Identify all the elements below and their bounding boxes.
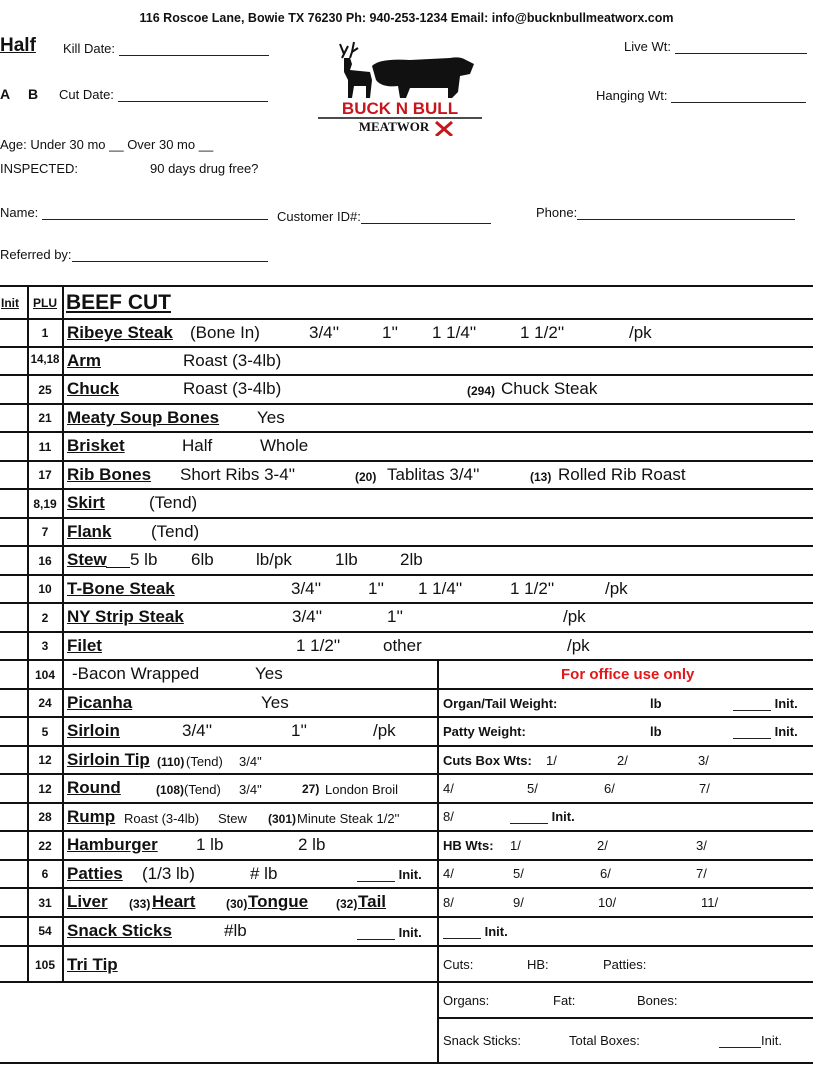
office-use-title: For office use only: [561, 666, 695, 683]
heart-plu: (33): [129, 897, 151, 911]
plu-patties: 6: [41, 867, 49, 881]
organ-tail-lb: lb: [650, 696, 662, 711]
ribeye-per-pack[interactable]: /pk: [629, 323, 652, 342]
snack-sticks-count-field[interactable]: Snack Sticks:: [443, 1033, 522, 1048]
t-bone-1-1-4[interactable]: 1 1/4'': [418, 579, 463, 598]
patties-lb[interactable]: # lb: [250, 864, 278, 883]
sirloin-1[interactable]: 1'': [291, 721, 307, 740]
plu-bacon-wrapped: 104: [34, 668, 56, 682]
plu-t-bone: 10: [38, 582, 52, 596]
patty-init[interactable]: Init.: [733, 724, 798, 739]
plu-ribeye: 1: [41, 326, 49, 340]
hb-wt-9[interactable]: 9/: [513, 895, 524, 910]
cuts-box-4[interactable]: 4/: [443, 781, 454, 796]
sirloin-tip-plu: (110): [157, 755, 185, 769]
hb-wts-label: HB Wts:: [443, 838, 494, 853]
round-plu: (108): [156, 783, 185, 797]
patty-weight-label: Patty Weight:: [443, 724, 526, 739]
stew-5lb[interactable]: 5 lb: [130, 550, 158, 569]
london-broil[interactable]: London Broil: [325, 782, 398, 797]
cut-name-stew: Stew: [67, 550, 107, 569]
tail-plu: (32): [336, 897, 358, 911]
live-wt-field[interactable]: Live Wt:: [624, 39, 807, 54]
hb-wt-3[interactable]: 3/: [696, 838, 707, 853]
plu-tri-tip: 105: [34, 958, 56, 972]
rump-roast[interactable]: Roast (3-4lb): [124, 811, 200, 826]
logo-text-line2: MEATWOR: [358, 119, 430, 134]
plu-snack-sticks: 54: [38, 924, 52, 938]
cut-name-liver: Liver: [67, 892, 108, 911]
inspected-label: INSPECTED:: [0, 161, 79, 176]
t-bone-3-4[interactable]: 3/4'': [291, 579, 322, 598]
cuts-box-3[interactable]: 3/: [698, 753, 709, 768]
fat-field[interactable]: Fat:: [553, 993, 576, 1008]
round-tend[interactable]: (Tend): [184, 782, 221, 797]
stew-2lb[interactable]: 2lb: [400, 550, 423, 569]
plu-picanha: 24: [38, 696, 52, 710]
filet-1-1-2[interactable]: 1 1/2'': [296, 636, 341, 655]
rolled-rib-plu: (13): [530, 470, 552, 484]
stew-lb-pk[interactable]: lb/pk: [256, 550, 292, 569]
cut-name-ny-strip: NY Strip Steak: [67, 607, 184, 626]
total-boxes-field[interactable]: Total Boxes:: [569, 1033, 640, 1048]
plu-filet: 3: [41, 639, 49, 653]
rump-stew[interactable]: Stew: [218, 811, 247, 826]
ribeye-opt-1-1-4[interactable]: 1 1/4'': [432, 323, 477, 342]
stew-1lb[interactable]: 1lb: [335, 550, 358, 569]
ribeye-opt-3-4[interactable]: 3/4'': [309, 323, 340, 342]
cut-name-arm: Arm: [67, 351, 102, 370]
hb-wt-2[interactable]: 2/: [597, 838, 608, 853]
cut-name-chuck: Chuck: [67, 379, 119, 398]
side-a-label: A: [0, 86, 11, 102]
hanging-wt-field[interactable]: Hanging Wt:: [596, 88, 806, 103]
ribeye-opt-1[interactable]: 1'': [382, 323, 398, 342]
plu-stew: 16: [38, 554, 52, 568]
cut-name-rib-bones: Rib Bones: [67, 465, 152, 484]
bones-field[interactable]: Bones:: [637, 993, 678, 1008]
age-field[interactable]: Age: Under 30 mo __ Over 30 mo __: [0, 137, 214, 152]
london-broil-plu: 27): [302, 782, 320, 796]
plu-sirloin-tip: 12: [38, 753, 52, 767]
t-bone-1-1-2[interactable]: 1 1/2'': [510, 579, 555, 598]
name-field[interactable]: Name:: [0, 205, 268, 220]
cut-name-sirloin: Sirloin: [67, 721, 120, 740]
cuts-count-field[interactable]: Cuts:: [443, 957, 474, 972]
customer-id-field[interactable]: Customer ID#:: [277, 209, 491, 224]
skirt-tend[interactable]: (Tend): [149, 493, 198, 512]
snack-sticks-lb[interactable]: #lb: [224, 921, 247, 940]
ribeye-bone-in[interactable]: (Bone In): [190, 323, 260, 342]
tablitas-plu: (20): [355, 470, 377, 484]
cut-name-skirt: Skirt: [67, 493, 105, 512]
hb-wt-7[interactable]: 7/: [696, 866, 707, 881]
tongue-plu: (30): [226, 897, 248, 911]
plu-rib-bones: 17: [38, 468, 52, 482]
side-b-label: B: [28, 86, 39, 102]
ny-strip-1[interactable]: 1'': [387, 607, 403, 626]
plu-rump: 28: [38, 810, 52, 824]
hb-wt-4[interactable]: 4/: [443, 866, 454, 881]
cuts-box-6[interactable]: 6/: [604, 781, 615, 796]
phone-field[interactable]: Phone:: [536, 205, 795, 220]
organ-tail-weight-label: Organ/Tail Weight:: [443, 696, 558, 711]
plu-ny-strip: 2: [41, 611, 49, 625]
patty-lb: lb: [650, 724, 662, 739]
patties-init[interactable]: Init.: [357, 867, 422, 882]
minute-steak[interactable]: Minute Steak 1/2'': [297, 811, 400, 826]
cut-name-flank: Flank: [67, 522, 112, 541]
cuts-box-wts-label: Cuts Box Wts:: [443, 753, 532, 768]
cut-name-ribeye: Ribeye Steak: [67, 323, 173, 342]
plu-chuck: 25: [38, 383, 52, 397]
patties-1-3-lb[interactable]: (1/3 lb): [142, 864, 195, 883]
plu-round: 12: [38, 782, 52, 796]
cuts-box-init[interactable]: Init.: [510, 809, 575, 824]
flank-tend[interactable]: (Tend): [151, 522, 200, 541]
sirloin-3-4[interactable]: 3/4'': [182, 721, 213, 740]
hb-wt-6[interactable]: 6/: [600, 866, 611, 881]
cut-name-heart: Heart: [152, 892, 196, 911]
cuts-box-1[interactable]: 1/: [546, 753, 557, 768]
col-init-header: Init: [1, 296, 19, 310]
referred-by-field[interactable]: Referred by:: [0, 247, 268, 262]
hb-wt-5[interactable]: 5/: [513, 866, 524, 881]
half-label: Half: [0, 35, 36, 56]
hamburger-1lb[interactable]: 1 lb: [196, 835, 224, 854]
cut-name-brisket: Brisket: [67, 436, 125, 455]
ribeye-opt-1-1-2[interactable]: 1 1/2'': [520, 323, 565, 342]
hb-wt-8[interactable]: 8/: [443, 895, 454, 910]
plu-arm: 14,18: [30, 354, 60, 366]
round-3-4[interactable]: 3/4": [239, 782, 262, 797]
arm-roast[interactable]: Roast (3-4lb): [183, 351, 282, 370]
drug-free-label: 90 days drug free?: [150, 161, 259, 176]
total-boxes-init[interactable]: Init.: [719, 1033, 782, 1048]
chuck-steak-plu: (294): [467, 384, 496, 398]
plu-brisket: 11: [38, 440, 52, 454]
sirloin-tip-tend[interactable]: (Tend): [186, 754, 223, 769]
hb-wt-11[interactable]: 11/: [701, 895, 719, 910]
kill-date-field[interactable]: Kill Date:: [63, 41, 269, 56]
cuts-box-8[interactable]: 8/: [443, 809, 454, 824]
sirloin-tip-3-4[interactable]: 3/4": [239, 754, 262, 769]
cut-name-rump: Rump: [67, 807, 116, 826]
organ-tail-init[interactable]: Init.: [733, 696, 798, 711]
soup-bones-yes[interactable]: Yes: [257, 408, 285, 427]
brisket-half[interactable]: Half: [182, 436, 213, 455]
cuts-box-5[interactable]: 5/: [527, 781, 538, 796]
cut-name-snack-sticks: Snack Sticks: [67, 921, 172, 940]
minute-steak-plu: (301): [268, 812, 297, 826]
cut-name-hamburger: Hamburger: [67, 835, 158, 854]
deer-bull-logo-icon: [310, 36, 490, 136]
hb-wt-10[interactable]: 10/: [598, 895, 617, 910]
ny-strip-per-pack[interactable]: /pk: [563, 607, 586, 626]
hb-wts-init[interactable]: Init.: [443, 924, 508, 939]
cut-name-tongue: Tongue: [248, 892, 309, 911]
t-bone-1[interactable]: 1'': [368, 579, 384, 598]
filet-other[interactable]: other: [383, 636, 422, 655]
cut-name-picanha: Picanha: [67, 693, 133, 712]
buck-n-bull-logo: [310, 36, 490, 136]
chuck-roast[interactable]: Roast (3-4lb): [183, 379, 282, 398]
t-bone-per-pack[interactable]: /pk: [605, 579, 628, 598]
cut-name-tail: Tail: [358, 892, 387, 911]
logo-text-line1: BUCK N BULL: [341, 99, 459, 118]
plu-soup-bones: 21: [38, 411, 52, 425]
patties-count-field[interactable]: Patties:: [603, 957, 647, 972]
chuck-steak[interactable]: Chuck Steak: [501, 379, 598, 398]
hb-count-field[interactable]: HB:: [527, 957, 549, 972]
plu-hamburger: 22: [38, 839, 52, 853]
tablitas[interactable]: Tablitas 3/4'': [387, 465, 480, 484]
short-ribs[interactable]: Short Ribs 3-4'': [180, 465, 296, 484]
cut-name-t-bone: T-Bone Steak: [67, 579, 175, 598]
sirloin-per-pack[interactable]: /pk: [373, 721, 396, 740]
cut-date-field[interactable]: Cut Date:: [59, 87, 268, 102]
beef-cut-title: BEEF CUT: [66, 291, 171, 314]
cut-name-tri-tip: Tri Tip: [67, 955, 118, 974]
cut-name-filet: Filet: [67, 636, 102, 655]
cut-name-patties: Patties: [67, 864, 123, 883]
cut-name-sirloin-tip: Sirloin Tip: [67, 750, 150, 769]
plu-flank: 7: [41, 525, 49, 539]
plu-liver: 31: [38, 896, 52, 910]
brisket-whole[interactable]: Whole: [260, 436, 309, 455]
picanha-yes[interactable]: Yes: [261, 693, 289, 712]
ny-strip-3-4[interactable]: 3/4'': [292, 607, 323, 626]
filet-per-pack[interactable]: /pk: [567, 636, 590, 655]
hamburger-2lb[interactable]: 2 lb: [298, 835, 326, 854]
plu-skirt: 8,19: [33, 497, 57, 511]
cut-name-round: Round: [67, 778, 121, 797]
organs-field[interactable]: Organs:: [443, 993, 490, 1008]
cut-name-soup-bones: Meaty Soup Bones: [67, 408, 220, 427]
cuts-box-2[interactable]: 2/: [617, 753, 628, 768]
cut-name-bacon-wrapped: -Bacon Wrapped: [72, 664, 200, 683]
cuts-box-7[interactable]: 7/: [699, 781, 710, 796]
bacon-wrapped-yes[interactable]: Yes: [255, 664, 283, 683]
col-plu-header: PLU: [33, 296, 57, 310]
plu-sirloin: 5: [41, 725, 49, 739]
hb-wt-1[interactable]: 1/: [510, 838, 521, 853]
rolled-rib-roast[interactable]: Rolled Rib Roast: [558, 465, 686, 484]
business-address: 116 Roscoe Lane, Bowie TX 76230 Ph: 940-253-1234 Email: info@bucknbullmeatworx.com: [139, 11, 674, 25]
snack-sticks-init[interactable]: Init.: [357, 925, 422, 940]
stew-6lb[interactable]: 6lb: [191, 550, 214, 569]
